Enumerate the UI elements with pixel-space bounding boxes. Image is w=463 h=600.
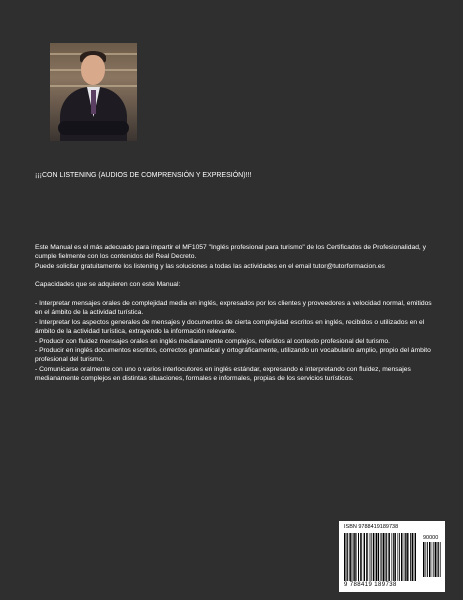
barcode-stripe [386,533,387,581]
barcode-stripe [409,533,410,581]
barcode-stripe [388,533,390,581]
barcode-stripe [393,533,394,581]
barcode-stripe [406,533,408,581]
barcode-digits: 9 788419 189738 [344,582,397,588]
barcode-stripe [360,533,362,581]
barcode-stripe [354,533,356,581]
price-barcode-bars [423,542,441,577]
barcode-stripe [397,533,398,581]
barcode-stripe [344,533,346,581]
barcode-stripe [435,542,437,577]
barcode-stripe [373,533,375,581]
barcode-stripe [356,533,357,581]
description-paragraph: Este Manual es el más adecuado para impartir el MF1057 "Inglés profesional para turismo" de los Certificados de Profesionalidad, y cumple fielmente con los contenidos del Real Decreto. [35,244,426,261]
barcode-stripe [378,533,380,581]
barcode-stripe [427,542,428,577]
barcode-stripe [364,533,365,581]
barcode-box [339,521,445,592]
barcode-stripe [423,542,425,577]
description-paragraph: Puede solicitar gratuitamente los listening y las soluciones a todas las actividades en el email tutor@tutorformacion.es [35,262,385,270]
isbn-label: ISBN 9788419189738 [344,524,399,530]
barcode-stripe [429,542,431,577]
price-code: 90000 [423,535,439,541]
barcode-stripe [349,533,351,581]
barcode-stripe [404,533,405,581]
barcode-stripe [433,542,434,577]
barcode-stripe [415,533,416,581]
barcode-stripe [440,542,441,577]
barcode-stripe [381,533,382,581]
barcode-stripe [432,542,433,577]
barcode-stripe [376,533,377,581]
barcode-stripe [391,533,392,581]
capacities-heading: Capacidades que se adquieren con este Manual: [35,281,181,288]
barcode-stripe [425,542,426,577]
barcode-stripe [437,542,438,577]
barcode-stripe [394,533,396,581]
barcode-stripe [366,533,368,581]
barcode-stripe [412,533,414,581]
barcode-stripe [399,533,400,581]
listening-banner: ¡¡¡CON LISTENING (AUDIOS DE COMPRENSIÓN Y EXPRESIÓN)!!! [35,172,252,179]
capacity-item: - Interpretar los aspectos generales de mensajes y documentos de cierta complejidad escritos en inglés, recibidos o utilizados en el ámbito de la actividad turística, extrayendo la información relevante. [35,318,425,336]
barcode-stripe [346,533,347,581]
barcode-stripe [410,533,411,581]
barcode-stripe [380,533,381,581]
barcode-stripe [353,533,354,581]
capacity-item: - Producir en inglés documentos escritos, correctos gramatical y ortográficamente, utilizando un vocabulario amplio, propio del ámbito profesional del turismo. [35,347,431,364]
description [35,243,435,271]
barcode-stripe [414,533,415,581]
barcode-bars [344,533,416,581]
barcode-stripe [363,533,364,581]
barcode-stripe [371,533,372,581]
capacity-item: - Interpretar mensajes orales de complejidad media en inglés, expresados por los clientes y proveedores a velocidad normal, emitidos en el ámbito de la actividad turística. [35,300,432,317]
barcode-stripe [352,533,353,581]
barcode-stripe [347,533,348,581]
capacity-item: - Producir con fluidez mensajes orales en inglés medianamente complejos, referidos al contexto profesional del turismo. [35,337,390,345]
author-photo [50,43,137,141]
capacity-item: - Comunicarse oralmente con uno o varios interlocutores en inglés estándar, expresando e interpretando con fluidez, mensajes medianamente complejos en distintas situaciones, formales e informales, propias de los servicios turísticos. [35,365,411,383]
barcode-stripe [375,533,376,581]
barcode-stripe [369,533,370,581]
barcode-stripe [405,533,406,581]
barcode-stripe [383,533,385,581]
barcode-stripe [358,533,359,581]
capacities-list [35,299,435,384]
barcode-stripe [438,542,439,577]
barcode-stripe [385,533,386,581]
barcode-stripe [401,533,403,581]
